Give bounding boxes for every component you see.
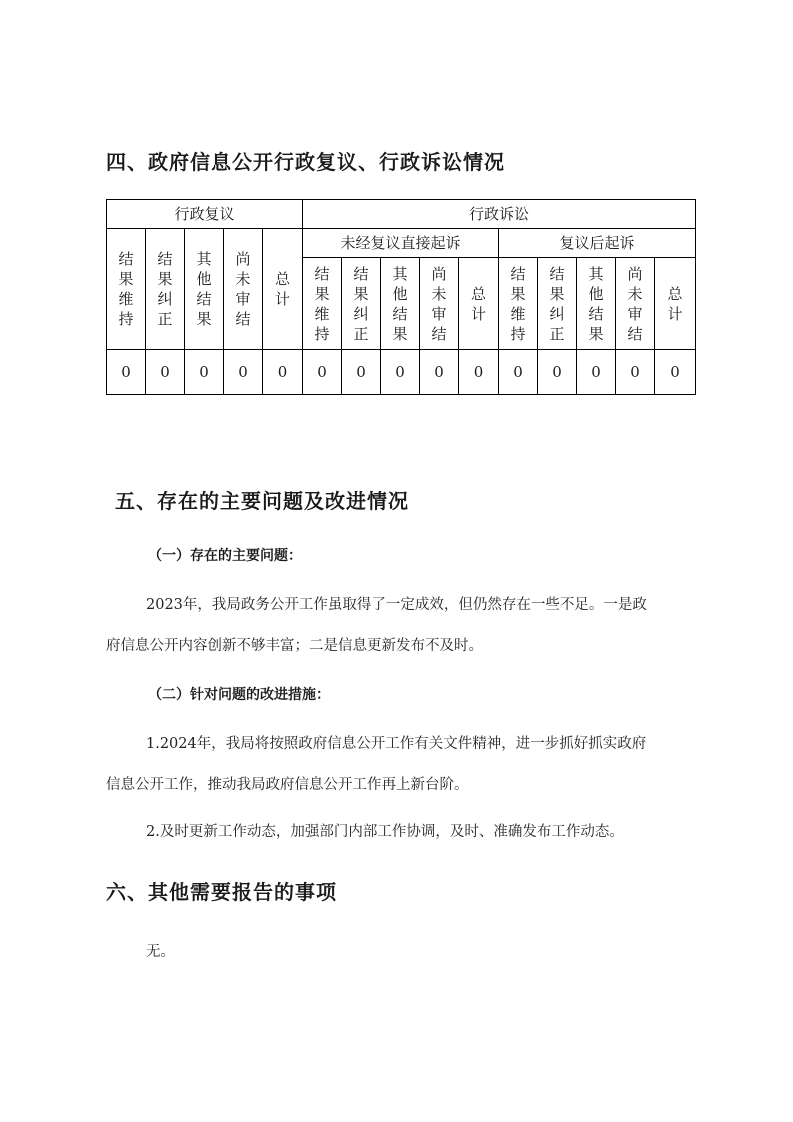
value-cell: 0 <box>303 350 342 395</box>
header-admin-litigation: 行政诉讼 <box>303 200 696 229</box>
col-review-upheld: 结果维持 <box>107 229 146 350</box>
col-review-total: 总计 <box>263 229 303 350</box>
col-direct-corrected: 结果纠正 <box>342 258 381 350</box>
value-cell: 0 <box>577 350 616 395</box>
value-cell: 0 <box>616 350 655 395</box>
col-review-other: 其他结果 <box>185 229 224 350</box>
col-after-upheld: 结果维持 <box>499 258 538 350</box>
section5-subheading-measures: （二）针对问题的改进措施： <box>148 687 330 703</box>
section6-content: 无。 <box>146 944 175 960</box>
value-cell: 0 <box>499 350 538 395</box>
section5-title: 五、存在的主要问题及改进情况 <box>115 489 409 513</box>
col-review-pending: 尚未审结 <box>224 229 263 350</box>
value-cell: 0 <box>263 350 303 395</box>
value-cell: 0 <box>224 350 263 395</box>
measures-paragraph-item2: 2.及时更新工作动态，加强部门内部工作协调，及时、准确发布工作动态。 <box>146 824 624 840</box>
value-cell: 0 <box>420 350 459 395</box>
measures-paragraph-line2: 信息公开工作，推动我局政府信息公开工作再上新台阶。 <box>106 777 469 793</box>
section4-title: 四、政府信息公开行政复议、行政诉讼情况 <box>106 150 505 174</box>
value-cell: 0 <box>655 350 696 395</box>
value-cell: 0 <box>538 350 577 395</box>
value-cell: 0 <box>185 350 224 395</box>
col-after-pending: 尚未审结 <box>616 258 655 350</box>
value-cell: 0 <box>146 350 185 395</box>
value-cell: 0 <box>107 350 146 395</box>
value-cell: 0 <box>459 350 499 395</box>
header-admin-review: 行政复议 <box>107 200 303 229</box>
col-after-other: 其他结果 <box>577 258 616 350</box>
review-litigation-table <box>106 199 696 395</box>
section5-subheading-problems: （一）存在的主要问题： <box>148 548 302 564</box>
section6-title: 六、其他需要报告的事项 <box>106 880 337 904</box>
col-review-corrected: 结果纠正 <box>146 229 185 350</box>
col-direct-total: 总计 <box>459 258 499 350</box>
problems-paragraph-line2: 府信息公开内容创新不够丰富；二是信息更新发布不及时。 <box>106 638 483 654</box>
col-after-corrected: 结果纠正 <box>538 258 577 350</box>
header-direct-litigation: 未经复议直接起诉 <box>303 229 499 258</box>
header-after-review-litigation: 复议后起诉 <box>499 229 696 258</box>
col-direct-upheld: 结果维持 <box>303 258 342 350</box>
value-cell: 0 <box>381 350 420 395</box>
col-after-total: 总计 <box>655 258 696 350</box>
col-direct-pending: 尚未审结 <box>420 258 459 350</box>
value-cell: 0 <box>342 350 381 395</box>
measures-paragraph-line1: 1.2024年，我局将按照政府信息公开工作有关文件精神，进一步抓好抓实政府 <box>146 736 647 752</box>
problems-paragraph-line1: 2023年，我局政务公开工作虽取得了一定成效，但仍然存在一些不足。一是政 <box>146 597 647 613</box>
col-direct-other: 其他结果 <box>381 258 420 350</box>
